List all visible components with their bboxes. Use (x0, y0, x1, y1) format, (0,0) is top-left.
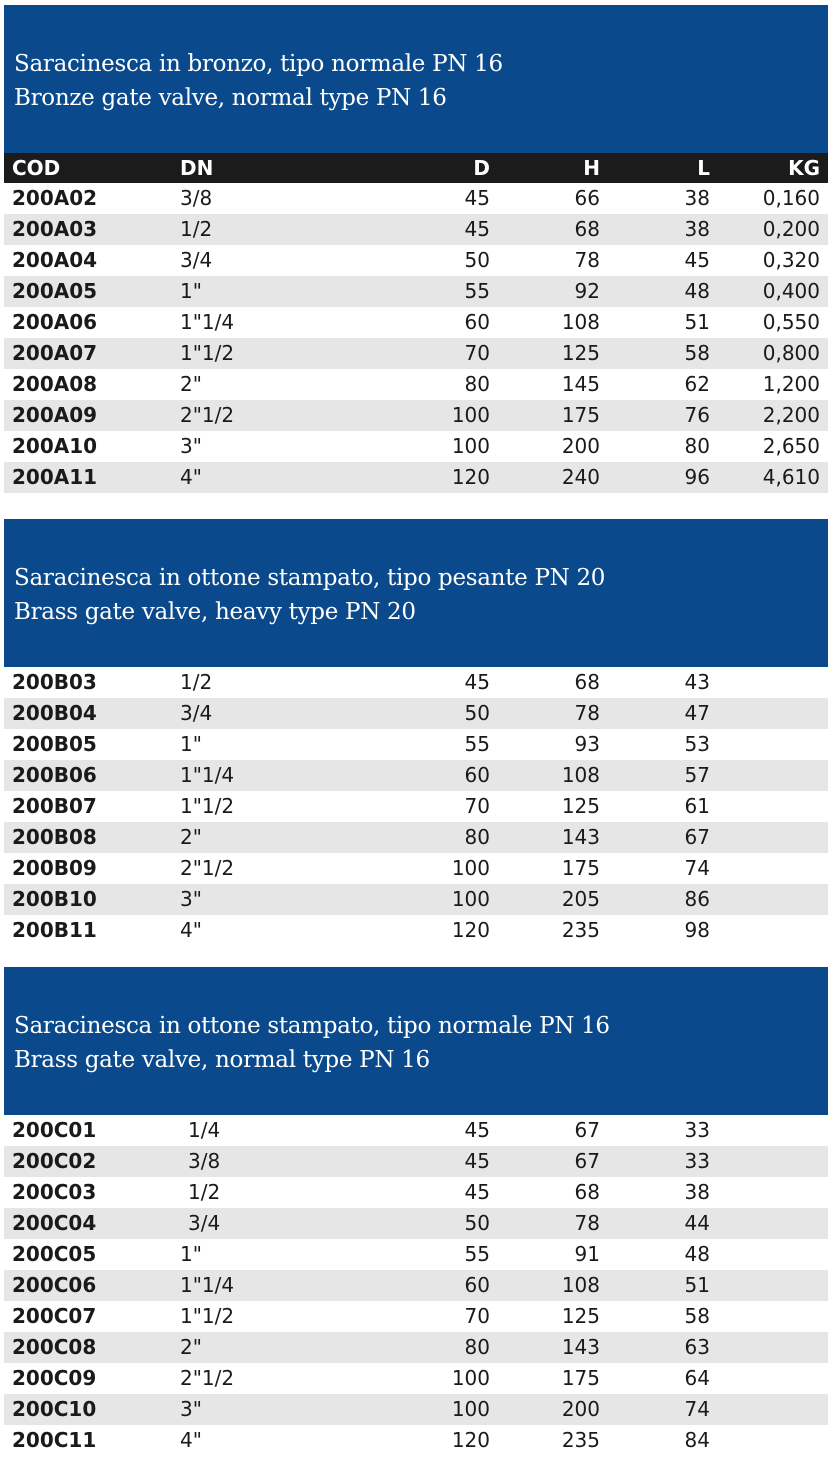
cell-dn: 3" (180, 1397, 202, 1421)
table-row (4, 853, 828, 884)
cell-l: 47 (684, 701, 710, 725)
cell-d: 120 (451, 465, 490, 489)
cell-l: 53 (684, 732, 710, 756)
cell-l: 58 (684, 1304, 710, 1328)
cell-h: 143 (561, 1335, 600, 1359)
cell-l: 33 (684, 1118, 710, 1142)
table-row (4, 915, 828, 946)
table-row (4, 400, 828, 431)
cell-dn: 1"1/2 (180, 794, 235, 818)
cell-h: 240 (561, 465, 600, 489)
cell-h: 145 (561, 372, 600, 396)
cell-l: 38 (684, 1180, 710, 1204)
cell-h: 125 (561, 1304, 600, 1328)
cell-dn: 2" (180, 825, 202, 849)
cell-h: 108 (561, 1273, 600, 1297)
cell-d: 70 (464, 341, 490, 365)
cell-d: 45 (464, 670, 490, 694)
cell-l: 38 (684, 186, 710, 210)
header-dn: DN (180, 156, 214, 180)
cell-h: 175 (561, 403, 600, 427)
table-row (4, 667, 828, 698)
cell-h: 175 (561, 856, 600, 880)
section-title-en: Brass gate valve, normal type PN 16 (14, 1047, 430, 1073)
cell-cod: 200C08 (12, 1335, 97, 1359)
cell-l: 74 (684, 856, 710, 880)
table-row (4, 1177, 828, 1208)
cell-d: 45 (464, 1149, 490, 1173)
cell-dn: 3/4 (180, 248, 213, 272)
cell-kg: 0,160 (762, 186, 820, 210)
cell-dn: 3" (180, 887, 202, 911)
cell-l: 48 (684, 1242, 710, 1266)
cell-dn: 1"1/4 (180, 1273, 235, 1297)
cell-cod: 200C02 (12, 1149, 97, 1173)
cell-cod: 200A06 (12, 310, 98, 334)
cell-cod: 200A11 (12, 465, 98, 489)
cell-dn: 1" (180, 1242, 202, 1266)
cell-d: 100 (451, 1397, 490, 1421)
cell-cod: 200A07 (12, 341, 98, 365)
cell-dn: 2" (180, 1335, 202, 1359)
cell-dn: 1/4 (188, 1118, 221, 1142)
cell-dn: 4" (180, 918, 202, 942)
cell-l: 76 (684, 403, 710, 427)
header-kg: KG (788, 156, 820, 180)
cell-h: 235 (561, 1428, 600, 1452)
cell-h: 68 (574, 1180, 600, 1204)
header-d: D (473, 156, 490, 180)
table-body (4, 183, 828, 493)
cell-l: 51 (684, 1273, 710, 1297)
cell-d: 50 (464, 248, 490, 272)
cell-l: 44 (684, 1211, 710, 1235)
cell-l: 43 (684, 670, 710, 694)
table-row (4, 884, 828, 915)
cell-kg: 1,200 (762, 372, 820, 396)
cell-kg: 2,200 (762, 403, 820, 427)
table-row (4, 1332, 828, 1363)
cell-d: 55 (464, 1242, 490, 1266)
cell-h: 78 (574, 701, 600, 725)
header-cod: COD (12, 156, 61, 180)
cell-dn: 2"1/2 (180, 1366, 235, 1390)
table-row (4, 729, 828, 760)
cell-cod: 200A04 (12, 248, 98, 272)
section-title-en: Brass gate valve, heavy type PN 20 (14, 599, 416, 625)
cell-h: 200 (561, 1397, 600, 1421)
cell-d: 70 (464, 1304, 490, 1328)
section-brass-heavy-pn20 (4, 519, 828, 946)
cell-cod: 200B08 (12, 825, 97, 849)
cell-l: 38 (684, 217, 710, 241)
cell-h: 78 (574, 248, 600, 272)
table-row (4, 245, 828, 276)
cell-l: 96 (684, 465, 710, 489)
table-header (4, 153, 828, 183)
cell-cod: 200C11 (12, 1428, 97, 1452)
cell-l: 45 (684, 248, 710, 272)
cell-l: 67 (684, 825, 710, 849)
cell-l: 84 (684, 1428, 710, 1452)
table-row (4, 369, 828, 400)
cell-h: 143 (561, 825, 600, 849)
cell-dn: 4" (180, 465, 202, 489)
cell-d: 80 (464, 825, 490, 849)
cell-d: 50 (464, 1211, 490, 1235)
cell-d: 45 (464, 217, 490, 241)
section-banner (4, 5, 828, 153)
cell-d: 100 (451, 403, 490, 427)
cell-cod: 200C10 (12, 1397, 97, 1421)
cell-kg: 2,650 (762, 434, 820, 458)
cell-h: 67 (574, 1149, 600, 1173)
cell-cod: 200C06 (12, 1273, 97, 1297)
cell-dn: 1" (180, 279, 202, 303)
cell-l: 62 (684, 372, 710, 396)
cell-dn: 1"1/2 (180, 341, 235, 365)
cell-h: 125 (561, 794, 600, 818)
cell-l: 57 (684, 763, 710, 787)
table-row (4, 1301, 828, 1332)
cell-h: 91 (574, 1242, 600, 1266)
section-banner (4, 519, 828, 667)
section-title-it: Saracinesca in bronzo, tipo normale PN 16 (14, 51, 503, 77)
cell-cod: 200B10 (12, 887, 97, 911)
cell-h: 68 (574, 217, 600, 241)
cell-h: 92 (574, 279, 600, 303)
table-row (4, 1270, 828, 1301)
cell-kg: 0,800 (762, 341, 820, 365)
table-row (4, 698, 828, 729)
section-title-en: Bronze gate valve, normal type PN 16 (14, 85, 447, 111)
table-row (4, 760, 828, 791)
cell-d: 100 (451, 887, 490, 911)
cell-h: 78 (574, 1211, 600, 1235)
cell-h: 108 (561, 310, 600, 334)
cell-kg: 0,320 (762, 248, 820, 272)
cell-kg: 0,400 (762, 279, 820, 303)
cell-d: 120 (451, 1428, 490, 1452)
cell-dn: 2"1/2 (180, 856, 235, 880)
table-row (4, 822, 828, 853)
section-title-it: Saracinesca in ottone stampato, tipo pesante PN 20 (14, 565, 606, 591)
table-row (4, 791, 828, 822)
cell-h: 200 (561, 434, 600, 458)
table-row (4, 214, 828, 245)
table-row (4, 338, 828, 369)
section-brass-normal-pn16 (4, 967, 828, 1456)
cell-cod: 200C05 (12, 1242, 97, 1266)
cell-dn: 3/4 (180, 701, 213, 725)
cell-d: 100 (451, 434, 490, 458)
cell-dn: 4" (180, 1428, 202, 1452)
table-row (4, 1363, 828, 1394)
table-row (4, 1115, 828, 1146)
cell-l: 51 (684, 310, 710, 334)
table-row (4, 1394, 828, 1425)
cell-dn: 2"1/2 (180, 403, 235, 427)
cell-l: 48 (684, 279, 710, 303)
cell-h: 66 (574, 186, 600, 210)
cell-l: 63 (684, 1335, 710, 1359)
cell-h: 68 (574, 670, 600, 694)
cell-d: 70 (464, 794, 490, 818)
cell-cod: 200C07 (12, 1304, 97, 1328)
cell-l: 58 (684, 341, 710, 365)
cell-cod: 200B05 (12, 732, 97, 756)
cell-h: 108 (561, 763, 600, 787)
section-bronze-pn16 (4, 5, 828, 493)
cell-d: 120 (451, 918, 490, 942)
cell-cod: 200A05 (12, 279, 98, 303)
cell-dn: 1"1/4 (180, 310, 235, 334)
cell-d: 100 (451, 856, 490, 880)
cell-kg: 4,610 (762, 465, 820, 489)
section-title-it: Saracinesca in ottone stampato, tipo normale PN 16 (14, 1013, 610, 1039)
cell-d: 45 (464, 1180, 490, 1204)
section-banner (4, 967, 828, 1115)
cell-dn: 3/8 (188, 1149, 221, 1173)
cell-dn: 2" (180, 372, 202, 396)
cell-cod: 200B07 (12, 794, 97, 818)
table-row (4, 431, 828, 462)
header-h: H (583, 156, 600, 180)
cell-cod: 200A08 (12, 372, 98, 396)
cell-dn: 1/2 (188, 1180, 221, 1204)
cell-cod: 200C09 (12, 1366, 97, 1390)
cell-h: 93 (574, 732, 600, 756)
cell-dn: 1/2 (180, 217, 213, 241)
table-body (4, 1115, 828, 1456)
cell-d: 50 (464, 701, 490, 725)
table-row (4, 1208, 828, 1239)
cell-l: 86 (684, 887, 710, 911)
cell-dn: 3/4 (188, 1211, 221, 1235)
cell-cod: 200B06 (12, 763, 97, 787)
cell-kg: 0,550 (762, 310, 820, 334)
cell-l: 80 (684, 434, 710, 458)
cell-h: 125 (561, 341, 600, 365)
cell-h: 235 (561, 918, 600, 942)
cell-cod: 200A02 (12, 186, 98, 210)
table-row (4, 307, 828, 338)
cell-d: 55 (464, 279, 490, 303)
cell-d: 60 (464, 763, 490, 787)
cell-l: 33 (684, 1149, 710, 1173)
cell-cod: 200B11 (12, 918, 97, 942)
cell-cod: 200A03 (12, 217, 98, 241)
cell-dn: 1/2 (180, 670, 213, 694)
cell-d: 80 (464, 372, 490, 396)
cell-dn: 1"1/4 (180, 763, 235, 787)
cell-l: 64 (684, 1366, 710, 1390)
cell-cod: 200A10 (12, 434, 98, 458)
table-row (4, 462, 828, 493)
cell-kg: 0,200 (762, 217, 820, 241)
cell-d: 100 (451, 1366, 490, 1390)
table-row (4, 1425, 828, 1456)
cell-cod: 200B04 (12, 701, 97, 725)
cell-dn: 1" (180, 732, 202, 756)
cell-d: 60 (464, 1273, 490, 1297)
header-l: L (697, 156, 710, 180)
cell-l: 74 (684, 1397, 710, 1421)
table-row (4, 276, 828, 307)
cell-l: 98 (684, 918, 710, 942)
cell-cod: 200C03 (12, 1180, 97, 1204)
cell-cod: 200A09 (12, 403, 98, 427)
table-body (4, 667, 828, 946)
cell-d: 80 (464, 1335, 490, 1359)
cell-cod: 200C04 (12, 1211, 97, 1235)
cell-d: 45 (464, 186, 490, 210)
table-row (4, 1146, 828, 1177)
cell-cod: 200B03 (12, 670, 97, 694)
cell-dn: 3/8 (180, 186, 213, 210)
cell-dn: 1"1/2 (180, 1304, 235, 1328)
cell-l: 61 (684, 794, 710, 818)
cell-h: 175 (561, 1366, 600, 1390)
cell-d: 60 (464, 310, 490, 334)
cell-dn: 3" (180, 434, 202, 458)
table-row (4, 1239, 828, 1270)
cell-d: 45 (464, 1118, 490, 1142)
cell-cod: 200B09 (12, 856, 97, 880)
cell-h: 205 (561, 887, 600, 911)
cell-h: 67 (574, 1118, 600, 1142)
table-row (4, 183, 828, 214)
cell-d: 55 (464, 732, 490, 756)
cell-cod: 200C01 (12, 1118, 97, 1142)
